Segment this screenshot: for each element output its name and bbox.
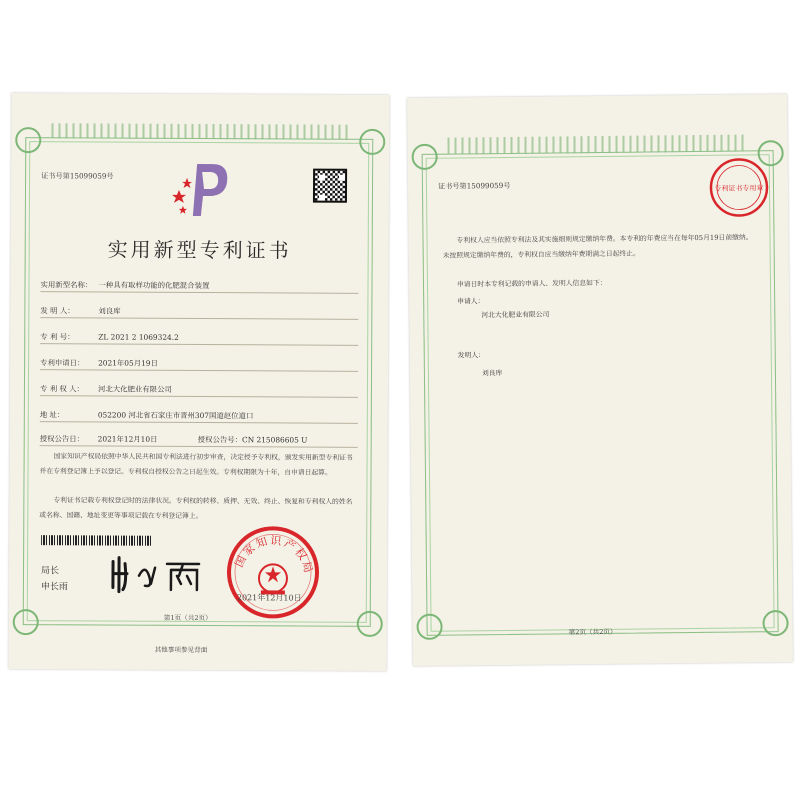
field-label: 专 利 权 人： <box>39 384 85 394</box>
field-value: 刘良库 <box>98 306 121 316</box>
corner-ornament <box>15 127 41 153</box>
field-label: 实用新型名称： <box>40 280 93 290</box>
field-value: 2021年05月19日 <box>98 358 158 368</box>
chief-title: 局长 <box>40 566 60 577</box>
corner-ornament <box>762 610 788 636</box>
grant-date-label: 授权公告日： <box>39 434 85 444</box>
certificate-number: 证书号第15099059号 <box>41 171 114 181</box>
applicant-label: 申请人： <box>457 297 485 306</box>
patent-stamp-icon <box>708 156 771 219</box>
field-address <box>40 409 254 421</box>
certificate-statement: 国家知识产权局依照中华人民共和国专利法进行初步审查，决定授予专利权，颁发实用新型专利证书并在专利登记簿上予以登记。专利权自授权公告之日起生效。专利权期限为十年，自申请日起算。 <box>39 452 353 477</box>
field-patentee <box>40 383 172 395</box>
page-number: 第2页（共2页） <box>568 627 617 637</box>
annual-fee-notice: 专利权人应当依照专利法及其实施细则规定缴纳年费。本专利的年费应当在每年05月19日前缴纳。未按照规定缴纳年费的，专利权自应当缴纳年费期满之日起终止。 <box>442 233 753 260</box>
field-grant-number <box>198 434 308 446</box>
field-value: 一种具有取样功能的化肥混合装置 <box>98 280 210 291</box>
seal-text: 国家知识产权局 <box>232 533 316 576</box>
qr-code-icon <box>313 169 347 203</box>
corner-ornament <box>359 129 385 155</box>
inventor-label: 发明人： <box>457 351 485 360</box>
field-value: ZL 2021 2 1069324.2 <box>98 332 179 342</box>
footer-note: 其他事项参见背面 <box>154 645 208 655</box>
field-label: 专 利 号： <box>40 332 75 342</box>
barcode-strip <box>41 535 151 546</box>
cnipa-logo-icon <box>169 160 231 220</box>
field-grant-date <box>40 433 158 445</box>
field-application-date <box>40 357 158 369</box>
page-number: 第1页（共2页） <box>163 613 212 623</box>
seal-date: 2021年12月10日 <box>236 593 302 603</box>
certificate-title: 实用新型专利证书 <box>107 237 292 263</box>
chief-name: 申长雨 <box>40 582 68 593</box>
field-label: 专利申请日： <box>40 358 85 368</box>
certificate-number: 证书号第15099059号 <box>437 180 511 191</box>
corner-ornament <box>416 614 442 640</box>
field-inventor <box>40 305 120 316</box>
grant-number-label: 授权公告号： <box>197 434 243 445</box>
certificate-border <box>422 150 779 636</box>
certificate-page-1 <box>8 93 389 671</box>
certificate-page-2 <box>407 94 793 666</box>
field-utility-model-name <box>40 279 209 291</box>
stamp-text: 专利证书专用章 <box>714 184 764 193</box>
field-label: 发 明 人： <box>40 306 75 316</box>
applicant-info-intro: 申请日时本专利记载的申请人、发明人信息如下： <box>456 278 607 289</box>
field-value: 052200 河北省石家庄市晋州307国道赵位道口 <box>97 410 254 421</box>
corner-ornament <box>13 609 39 635</box>
grant-number-value: CN 215086605 U <box>242 435 308 445</box>
corner-ornament <box>412 144 438 170</box>
field-label: 地 址： <box>39 410 65 420</box>
official-seal-icon <box>225 524 322 621</box>
field-value: 河北大化肥业有限公司 <box>97 384 172 394</box>
applicant-name: 河北大化肥业有限公司 <box>481 310 550 320</box>
chief-signature <box>109 554 205 602</box>
corner-ornament <box>357 611 383 637</box>
certificate-note: 专利证书记载专利权登记时的法律状况。专利权的转移、质押、无效、终止、恢复和专利权人的姓名或名称、国籍、地址变更等事项记载在专利登记簿上。 <box>39 496 353 520</box>
grant-date-value: 2021年12月10日 <box>97 434 158 444</box>
field-patent-number <box>40 331 179 343</box>
inventor-name: 刘良库 <box>481 369 503 378</box>
